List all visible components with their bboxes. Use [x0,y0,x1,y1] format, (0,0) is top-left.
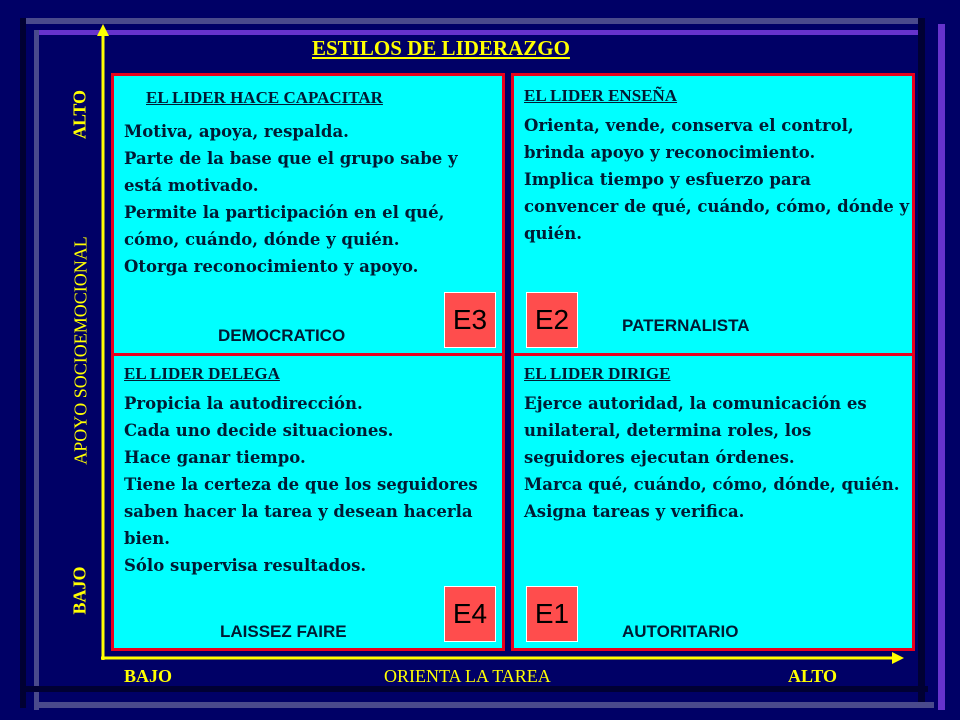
y-axis-high-label: ALTO [69,89,90,140]
y-axis-low-label: BAJO [69,566,90,615]
quadrant-heading: EL LIDER ENSEÑA [524,86,678,105]
style-label: AUTORITARIO [622,622,739,641]
quadrant-heading: EL LIDER HACE CAPACITAR [146,88,383,107]
badge-e3: E3 [444,292,496,348]
badge-e1: E1 [526,586,578,642]
x-axis-title: ORIENTA LA TAREA [384,666,551,686]
quadrant-body: Orienta, vende, conserva el control, brinda apoyo y reconocimiento. Implica tiempo y esfuerzo para convencer de qué, cuándo, cómo, dónde y quién. [524,116,910,243]
badge-e4: E4 [444,586,496,642]
badge-e2: E2 [526,292,578,348]
y-axis-title: APOYO SOCIOEMOCIONAL [70,236,91,465]
quadrant-body: Ejerce autoridad, la comunicación es unilateral, determina roles, los seguidores ejecutan órdenes. Marca qué, cuándo, cómo, dónde, quién. Asigna tareas y verifica. [524,394,900,521]
x-axis-low-label: BAJO [124,666,173,686]
x-axis-arrow [892,652,904,664]
quadrant-body: Motiva, apoya, respalda. Parte de la base que el grupo sabe y está motivado. Permite la participación en el qué, cómo, cuándo, dónde y quién. Otorga reconocimiento y apoyo. [124,122,458,276]
y-axis-arrow [97,24,109,36]
page-title: ESTILOS DE LIDERAZGO [312,36,570,60]
x-axis-high-label: ALTO [788,666,838,686]
quadrant-body: Propicia la autodirección. Cada uno decide situaciones. Hace ganar tiempo. Tiene la certeza de que los seguidores saben hacer la tarea y desean hacerla bien. Sólo supervisa resultados. [124,394,478,575]
style-label: LAISSEZ FAIRE [220,622,347,641]
quadrant-heading: EL LIDER DIRIGE [524,364,671,383]
quadrant-heading: EL LIDER DELEGA [124,364,280,383]
style-label: DEMOCRATICO [218,326,346,345]
style-label: PATERNALISTA [622,316,750,335]
